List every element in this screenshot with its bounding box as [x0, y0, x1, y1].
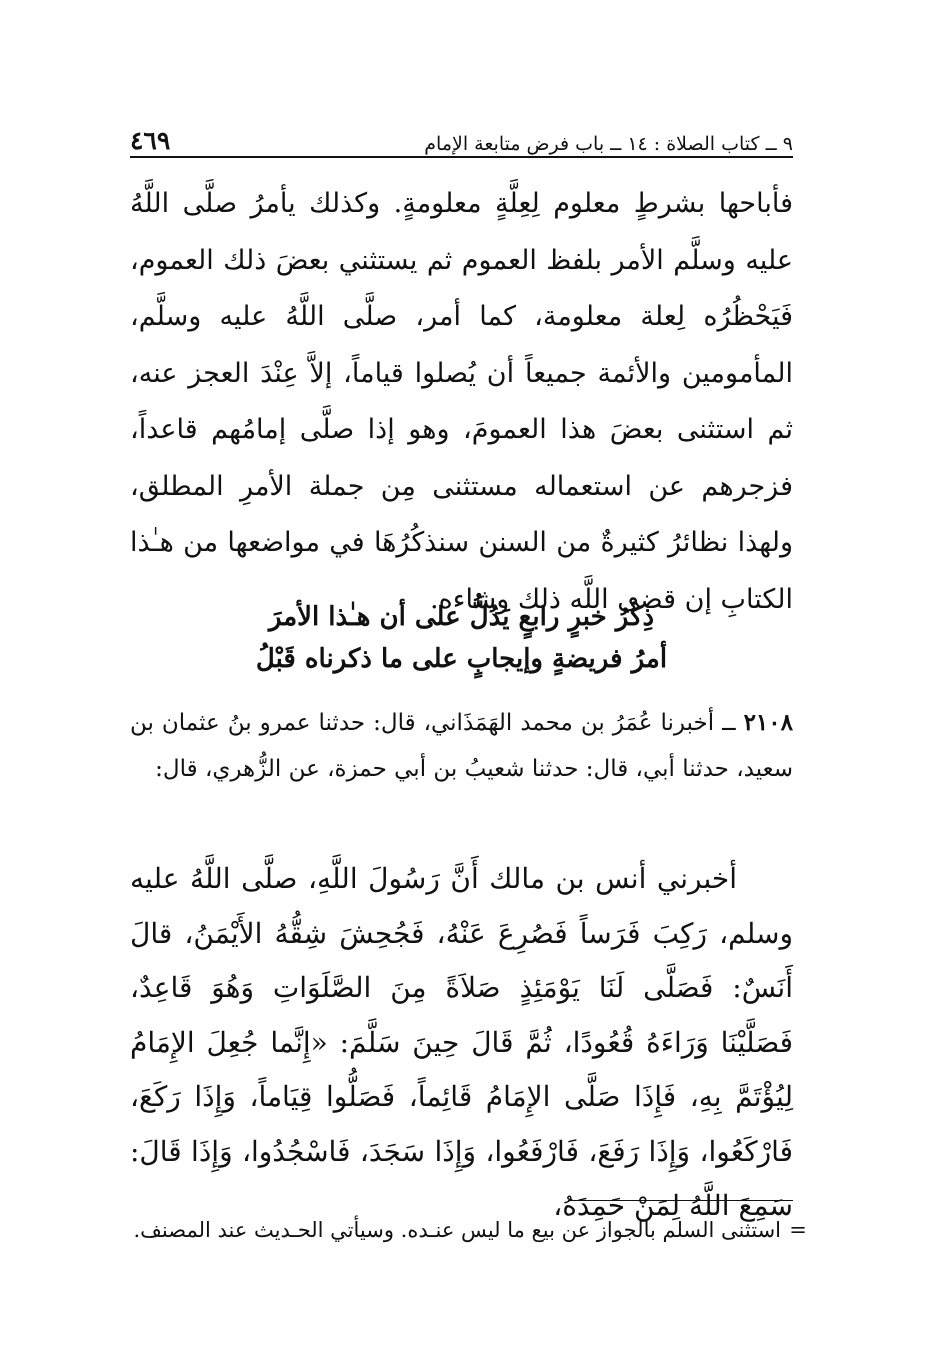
main-paragraph: فأباحها بشرطٍ معلوم لِعِلَّةٍ معلومةٍ. وكذلك يأمرُ صلَّى اللَّهُ عليه وسلَّم الأمر بلفظ العموم ثم يستثني بعضَ ذلك العموم، فَيَحْظُرُه لِعلة معلومة، كما أمر، صلَّى اللَّهُ عليه وسلَّم، المأمومين والأئمة جميعاً أن يُصلوا قياماً، إلاَّ عِنْدَ العجز عنه، ثم استثنى بعضَ هذا العمومَ، وهو إذا صلَّى إمامُهم قاعداً، فزجرهم عن استعماله مستثنى مِن جملة الأمرِ المطلق، ولهذا نظائرُ كثيرةٌ من السنن سنذكُرُهَا في مواضعها من هـٰذا الكتابِ إن قضى اللَّه ذلك وشاءه.: [130, 188, 793, 615]
page-header: [130, 108, 793, 156]
footnote-divider: [568, 1200, 793, 1201]
heading-line-1: ذِكْرُ خبرٍ رابعٍ يَدُلُّ على أن هـٰذا الأمرَ: [268, 602, 655, 632]
footnote-text: استثنى السلم بالجواز عن بيع ما ليس عنـده. وسيأتي الحـديث عند المصنف.: [133, 1218, 781, 1242]
heading-line-2: أمرُ فريضةٍ وإيجابٍ على ما ذكرناه قَبْلُ: [255, 644, 668, 674]
footnote: [130, 1212, 815, 1248]
hadith-isnad: [130, 700, 793, 792]
hadith-number: ٢١٠٨: [743, 709, 793, 736]
running-title: ٩ ــ كتاب الصلاة : ١٤ ــ باب فرض متابعة الإمام: [424, 133, 793, 156]
header-divider: [130, 156, 793, 158]
footnote-marker: =: [789, 1218, 807, 1242]
hadith-text: أخبرني أنس بن مالك أَنَّ رَسُولَ اللَّهِ، صلَّى اللَّهُ عليه وسلم، رَكِبَ فَرَساً فَصُرِعَ عَنْهُ، فَجُحِشَ شِقُّهُ الأَيْمَنُ، قالَ أَنَسٌ: فَصَلَّى لَنَا يَوْمَئِذٍ صَلاَةً مِنَ الصَّلَوَاتِ وَهُوَ قَاعِدٌ، فَصَلَّيْنَا وَرَاءَهُ قُعُودًا، ثُمَّ قَالَ حِينَ سَلَّمَ: «إِنَّما جُعِلَ الإِمَامُ لِيُؤْتَمَّ بِهِ، فَإِذَا صَلَّى الإِمَامُ قَائِماً، فَصَلُّوا قِيَاماً، وَإِذَا رَكَعَ، فَارْكَعُوا، وَإِذَا رَفَعَ، فَارْفَعُوا، وَإِذَا سَجَدَ، فَاسْجُدُوا، وَإِذَا قَالَ: سَمِعَ اللَّهُ لِمَنْ حَمِدَهُ،: [130, 862, 793, 1222]
page-number: ٤٦٩: [130, 126, 171, 155]
isnad-text: ــ أخبرنا عُمَرُ بن محمد الهَمَذَاني، قال: حدثنا عمرو بنُ عثمان بن سعيد، حدثنا أبي، قال: حدثنا شعيبُ بن أبي حمزة، عن الزُّهري، قال:: [130, 710, 793, 782]
chapter-heading: [130, 596, 793, 680]
